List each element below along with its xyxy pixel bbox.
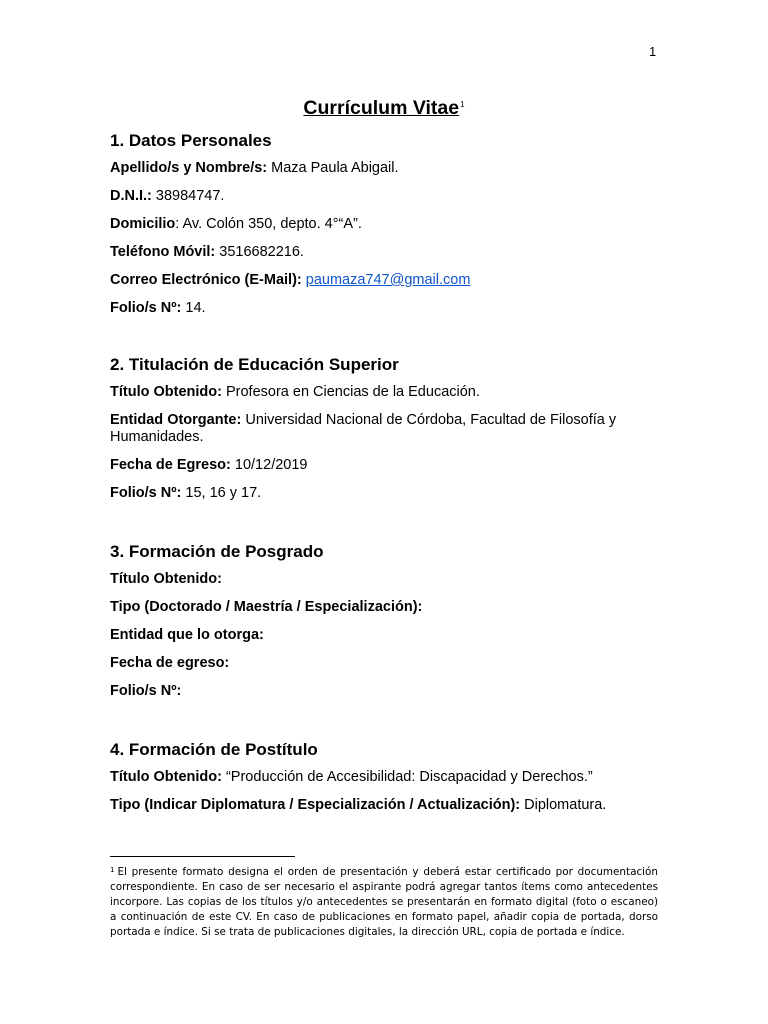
field-label: Fecha de Egreso:: [110, 457, 231, 473]
field-tipo: [110, 797, 655, 814]
field-label: Fecha de egreso:: [110, 655, 230, 671]
field-titulo: [110, 571, 655, 588]
field-tipo: [110, 599, 655, 616]
field-fecha-egreso: [110, 457, 655, 474]
field-label: Título Obtenido:: [110, 384, 222, 400]
field-entidad: [110, 627, 655, 644]
footnote-text: El presente formato designa el orden de presentación y deberá estar certificado por documentación correspondiente. En caso de ser necesario el aspirante podrá agregar tantos ítems como antecedentes incorpore. Las copias de los títulos y/o antecedentes se presentarán en formato digital (foto o escaneo) a continuación de este CV. En caso de publicaciones en formato papel, añadir copia de portada, dorso portada e índice. Si se trata de publicaciones digitales, la dirección URL, copia de portada e índice.: [110, 866, 658, 938]
footnote: [110, 863, 658, 940]
field-label: Domicilio: [110, 216, 176, 232]
field-fecha-egreso: [110, 655, 655, 672]
field-label: Tipo (Doctorado / Maestría / Especialización):: [110, 599, 423, 615]
field-dni: [110, 188, 655, 205]
footnote-mark: 1: [110, 866, 115, 874]
section-datos-personales: [110, 130, 655, 317]
field-email: [110, 272, 655, 289]
field-label: Apellido/s y Nombre/s:: [110, 160, 268, 176]
field-telefono: [110, 244, 655, 261]
section-posgrado: [110, 541, 655, 700]
field-titulo: [110, 769, 655, 786]
page-number: 1: [649, 44, 657, 59]
field-entidad: [110, 412, 655, 446]
field-label: Folio/s Nº:: [110, 683, 182, 699]
field-value: 38984747.: [151, 188, 225, 204]
field-label: Folio/s Nº:: [110, 300, 182, 316]
email-link[interactable]: paumaza747@gmail.com: [305, 272, 471, 288]
section-heading: 1. Datos Personales: [110, 131, 272, 150]
field-label: Tipo (Indicar Diplomatura / Especialización / Actualización):: [110, 797, 521, 813]
field-nombre: [110, 160, 655, 177]
section-educacion-superior: [110, 354, 655, 502]
title-footnote-mark[interactable]: 1: [460, 100, 465, 109]
section-heading: 4. Formación de Postítulo: [110, 740, 318, 759]
field-value: 10/12/2019: [230, 457, 308, 473]
section-heading: 2. Titulación de Educación Superior: [110, 355, 399, 374]
field-value: 3516682216.: [215, 244, 304, 260]
field-label: Título Obtenido:: [110, 769, 222, 785]
field-folio: [110, 485, 655, 502]
field-label: Entidad Otorgante:: [110, 412, 242, 428]
field-folio: [110, 300, 655, 317]
field-label: Correo Electrónico (E-Mail):: [110, 272, 302, 288]
field-label: Teléfono Móvil:: [110, 244, 216, 260]
field-label: Folio/s Nº:: [110, 485, 182, 501]
field-domicilio: [110, 216, 655, 233]
field-value: 15, 16 y 17.: [181, 485, 262, 501]
field-value: “Producción de Accesibilidad: Discapacidad y Derechos.”: [221, 769, 593, 785]
page-title: [0, 97, 768, 120]
field-value: : Av. Colón 350, depto. 4°“A”.: [175, 216, 362, 232]
field-label: Título Obtenido:: [110, 571, 222, 587]
field-folio: [110, 683, 655, 700]
title-text: Currículum Vitae: [303, 97, 460, 119]
section-postitulo: [110, 739, 655, 814]
field-value: Maza Paula Abigail.: [267, 160, 399, 176]
section-heading: 3. Formación de Posgrado: [110, 542, 324, 561]
footnote-separator: [110, 856, 295, 857]
field-value: Diplomatura.: [520, 797, 607, 813]
field-value: Profesora en Ciencias de la Educación.: [221, 384, 480, 400]
field-value: 14.: [181, 300, 206, 316]
field-titulo: [110, 384, 655, 401]
field-label: D.N.I.:: [110, 188, 152, 204]
field-value: Universidad Nacional de Córdoba, Facultad de Filosofía y Humanidades.: [110, 412, 617, 445]
field-label: Entidad que lo otorga:: [110, 627, 264, 643]
